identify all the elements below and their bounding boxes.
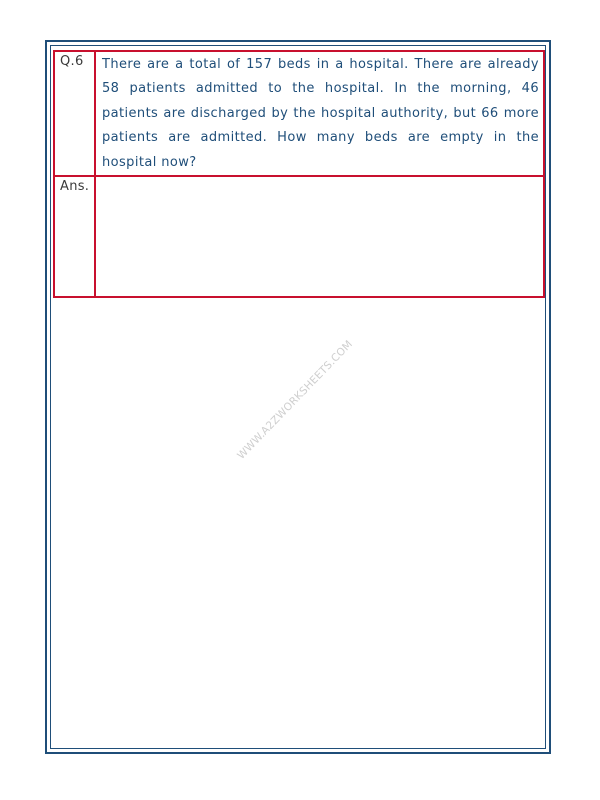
question-text: There are a total of 157 beds in a hospital. There are already 58 patients admitted to the hospital. In the morning, 46 patients are discharged by the hospital authority, but 66 more patients are admitted. How many beds are empty in the hospital now?	[102, 57, 539, 170]
question-answer-table	[53, 50, 545, 298]
question-number: Q.6	[55, 52, 96, 175]
answer-label: Ans.	[55, 177, 96, 296]
answer-row	[55, 177, 543, 296]
answer-area[interactable]	[98, 177, 543, 296]
watermark: WWW.A2ZWORKSHEETS.COM	[235, 338, 356, 462]
question-row	[55, 52, 543, 177]
